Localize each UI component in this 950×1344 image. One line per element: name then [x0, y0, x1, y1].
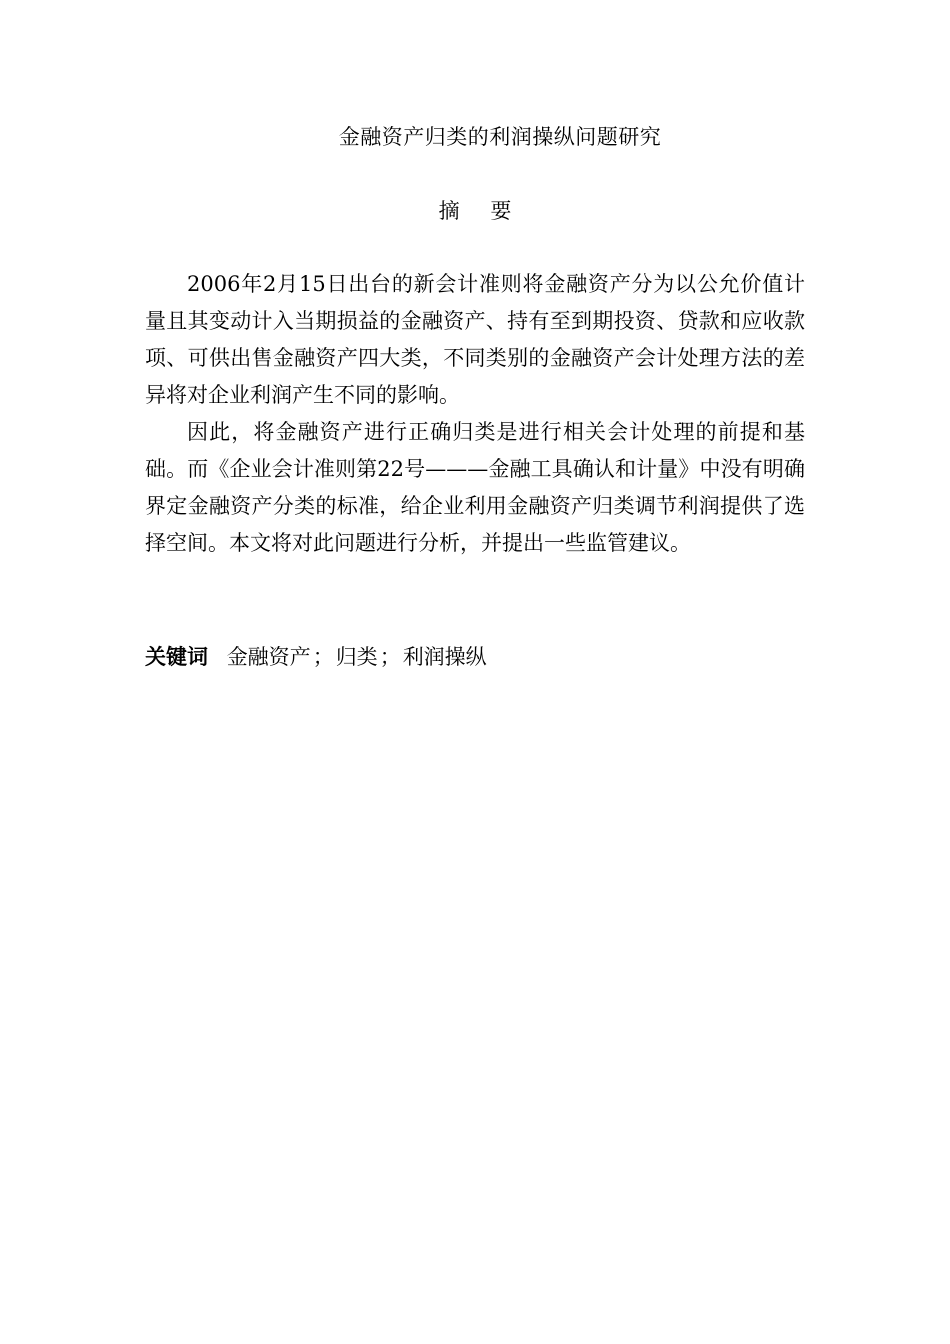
- keyword-separator: ；: [379, 645, 401, 669]
- paper-title: 金融资产归类的利润操纵问题研究: [338, 125, 662, 149]
- keyword-item: 归类: [335, 645, 378, 669]
- abstract-heading: 摘 要: [438, 199, 524, 223]
- keyword-separator: ；: [312, 645, 334, 669]
- keywords-line: [145, 642, 805, 672]
- keyword-item: 利润操纵: [402, 645, 487, 669]
- abstract-paragraph: 因此，将金融资产进行正确归类是进行相关会计处理的前提和基础。而《企业会计准则第22号———金融工具确认和计量》中没有明确界定金融资产分类的标准，给企业利用金融资产归类调节利润提供了选择空间。本文将对此问题进行分析，并提出一些监管建议。: [145, 420, 805, 555]
- keywords-list: [227, 645, 487, 669]
- keyword-item: 金融资产: [226, 645, 311, 669]
- abstract-body: [145, 266, 805, 562]
- abstract-paragraph: 2006年2月15日出台的新会计准则将金融资产分为以公允价值计量且其变动计入当期损益的金融资产、持有至到期投资、贷款和应收款项、可供出售金融资产四大类，不同类别的金融资产会计处理方法的差异将对企业利润产生不同的影响。: [145, 272, 805, 407]
- keywords-label: 关键词: [145, 645, 208, 669]
